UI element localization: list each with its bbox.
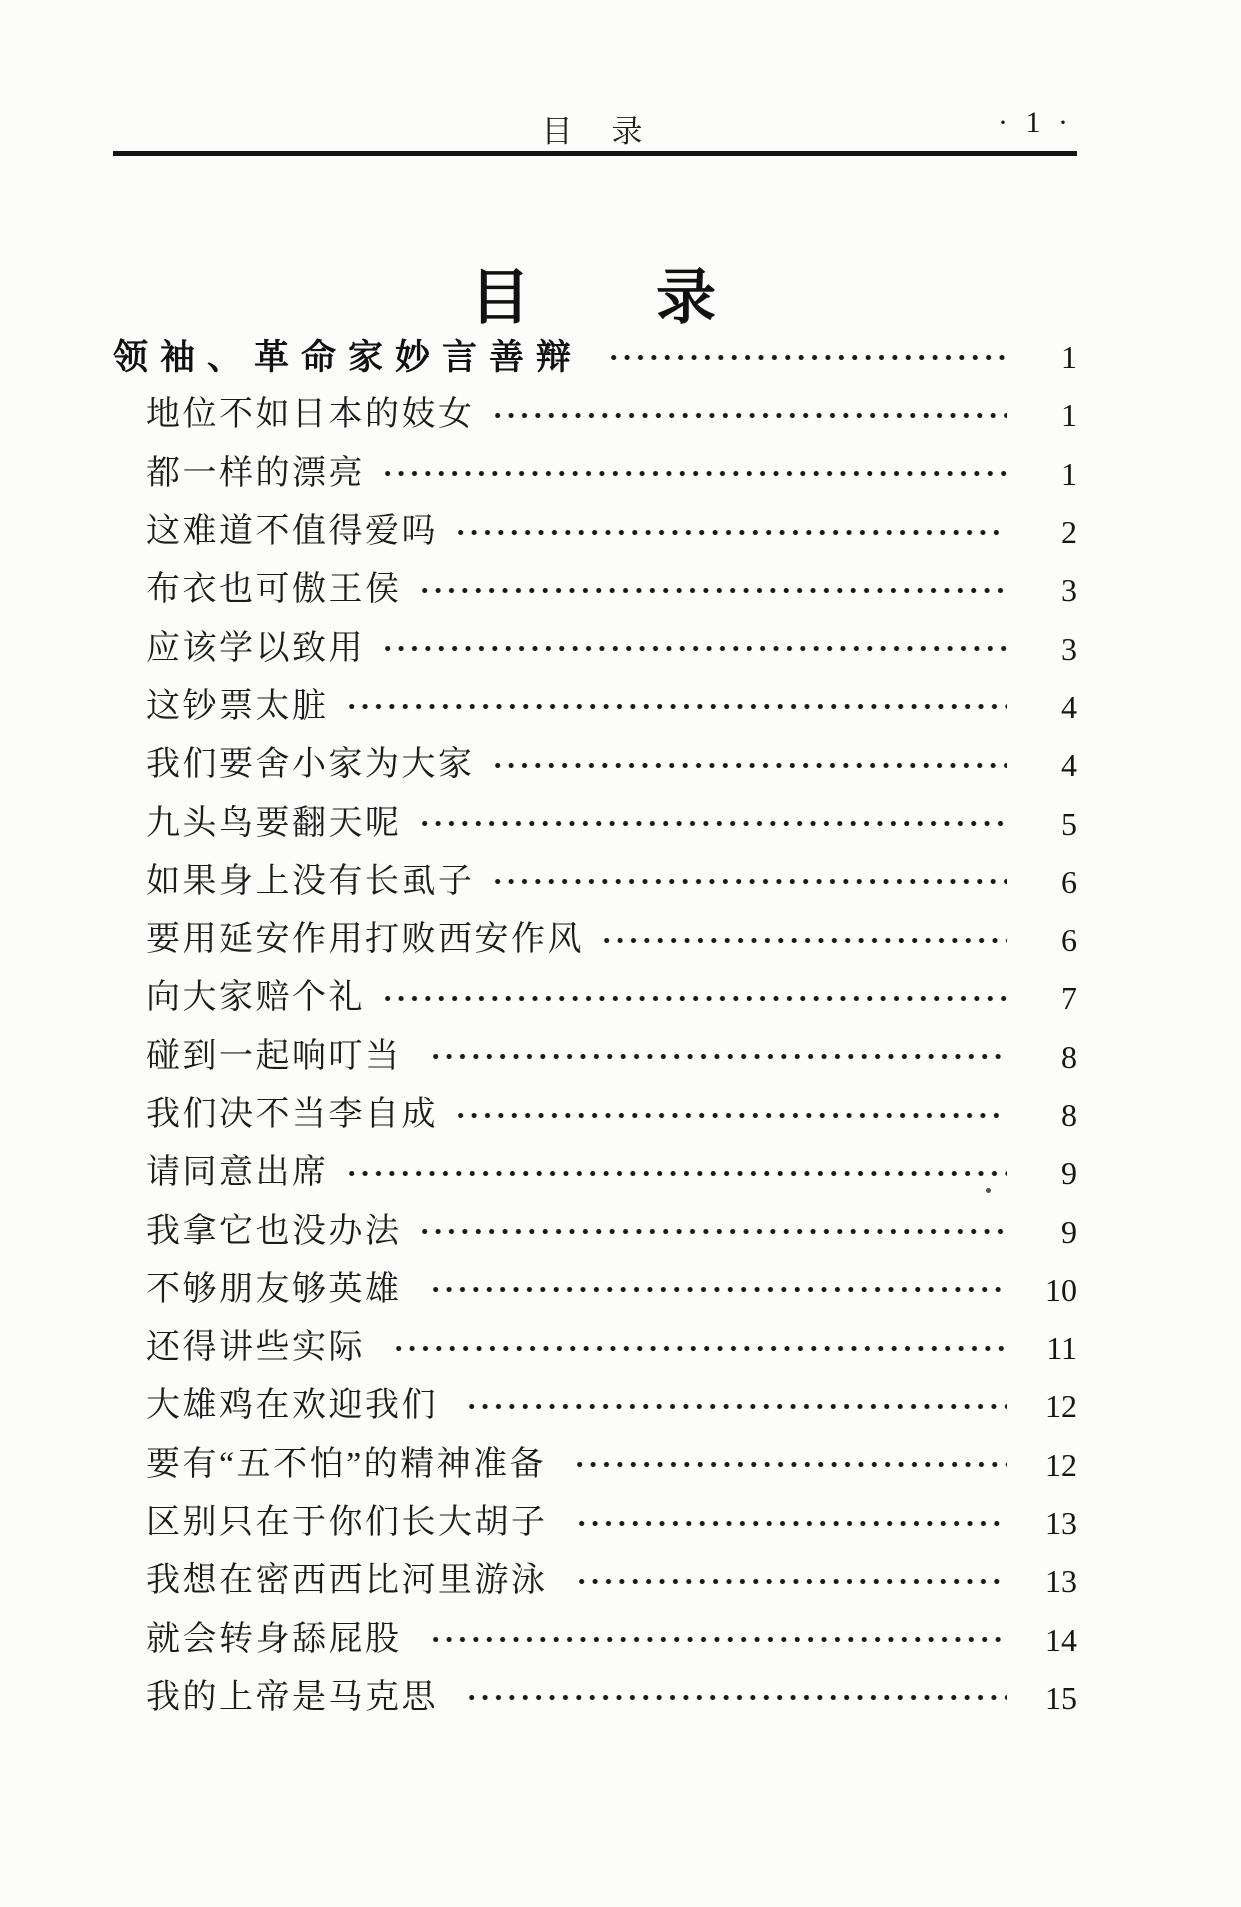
toc-entry <box>113 678 1077 736</box>
toc-entry <box>113 969 1077 1027</box>
toc-entry <box>113 619 1077 677</box>
toc-entry-page: 8 <box>1061 1097 1077 1133</box>
toc-entry <box>113 1552 1077 1610</box>
dot-leader <box>487 759 1008 772</box>
toc-entry-title: 碰到一起响叮当 <box>146 1037 413 1075</box>
toc-entry <box>113 1494 1077 1552</box>
toc-entry-title: 要有“五不怕”的精神准备 <box>146 1445 558 1483</box>
toc-entry-page: 13 <box>1045 1563 1077 1600</box>
running-head <box>113 106 1075 150</box>
dot-leader <box>414 1225 1008 1238</box>
toc-entry <box>113 853 1077 911</box>
dot-leader <box>450 526 1007 539</box>
dot-leader <box>461 1400 1007 1413</box>
toc-entry <box>113 1202 1077 1260</box>
toc-entry-title: 要用延安作用打败西安作风 <box>146 921 584 959</box>
dot-leader <box>388 1342 1007 1355</box>
toc-entry-page: 9 <box>1061 1155 1077 1192</box>
toc-entry <box>113 386 1077 444</box>
dot-leader <box>341 1167 1008 1180</box>
toc-entry-page: 1 <box>1061 455 1077 492</box>
toc-entry-page: 12 <box>1045 1446 1077 1483</box>
dot-leader <box>341 700 1008 713</box>
page-title: 目 录 <box>470 265 718 332</box>
dot-leader <box>377 467 1007 480</box>
dot-leader <box>461 1691 1007 1704</box>
scan-speck <box>986 1188 991 1193</box>
toc-entry-page: 9 <box>1061 1213 1077 1250</box>
toc-entry-title: 向大家赔个礼 <box>146 979 365 1017</box>
toc-entry-title: 我拿它也没办法 <box>146 1212 402 1250</box>
toc-entry-title: 我们要舍小家为大家 <box>146 746 475 784</box>
toc-entry-title: 如果身上没有长虱子 <box>146 862 475 900</box>
toc-entry-title: 布衣也可傲王侯 <box>146 571 402 609</box>
toc-entry <box>113 1319 1077 1377</box>
toc-entry <box>113 1377 1077 1435</box>
dot-leader <box>425 1283 1008 1296</box>
toc-entry-title: 还得讲些实际 <box>146 1329 376 1367</box>
dot-leader <box>603 351 1007 364</box>
toc-entry-title: 不够朋友够英雄 <box>146 1270 413 1308</box>
toc-entry-title: 大雄鸡在欢迎我们 <box>146 1387 449 1425</box>
toc-entry-page: 10 <box>1045 1271 1077 1308</box>
dot-leader <box>571 1517 1008 1530</box>
toc-entry <box>113 736 1077 794</box>
dot-leader <box>450 1109 1007 1122</box>
toc-entry <box>113 328 1077 386</box>
dot-leader <box>425 1633 1008 1646</box>
dot-leader <box>487 409 1008 422</box>
toc-entry-page: 4 <box>1061 688 1077 725</box>
toc-entry-page: 4 <box>1061 747 1077 784</box>
toc-entry <box>113 1086 1077 1144</box>
toc-entry <box>113 1261 1077 1319</box>
toc-entry-title: 这钞票太脏 <box>146 687 329 725</box>
toc-list <box>113 328 1077 1727</box>
toc-entry <box>113 503 1077 561</box>
dot-leader <box>377 992 1007 1005</box>
toc-entry <box>113 1611 1077 1669</box>
toc-entry-title: 地位不如日本的妓女 <box>146 396 475 434</box>
toc-entry-title: 我们决不当李自成 <box>146 1096 438 1133</box>
toc-entry-page: 3 <box>1061 630 1077 667</box>
toc-entry-title: 这难道不值得爱吗 <box>146 513 438 551</box>
dot-leader <box>377 642 1007 655</box>
dot-leader <box>414 584 1008 597</box>
toc-entry <box>113 445 1077 503</box>
toc-entry-page: 6 <box>1061 922 1077 959</box>
toc-entry-page: 3 <box>1061 572 1077 609</box>
toc-entry-page: 1 <box>1061 397 1077 434</box>
toc-entry-page: 15 <box>1045 1679 1077 1716</box>
toc-entry-title: 领袖、革命家妙言善辩 <box>113 337 584 377</box>
toc-entry-page: 7 <box>1061 980 1077 1017</box>
toc-entry-page: 12 <box>1045 1388 1077 1425</box>
toc-entry-page: 14 <box>1045 1621 1077 1658</box>
toc-entry-page: 1 <box>1061 339 1077 376</box>
dot-leader <box>571 1575 1008 1588</box>
dot-leader <box>414 817 1008 830</box>
toc-entry-title: 九头鸟要翻天呢 <box>146 804 402 842</box>
toc-entry <box>113 911 1077 969</box>
toc-entry-title: 我的上帝是马克思 <box>146 1678 449 1716</box>
running-head-page-number: · 1 · <box>998 106 1073 139</box>
toc-entry <box>113 1144 1077 1202</box>
toc-entry <box>113 561 1077 619</box>
toc-entry-page: 8 <box>1061 1038 1077 1075</box>
toc-entry <box>113 1436 1077 1494</box>
dot-leader <box>569 1458 1007 1471</box>
dot-leader <box>487 875 1008 888</box>
toc-entry-title: 就会转身舔屁股 <box>146 1620 413 1658</box>
toc-entry <box>113 794 1077 852</box>
toc-entry <box>113 1669 1077 1727</box>
toc-entry-title: 区别只在于你们长大胡子 <box>146 1504 559 1542</box>
toc-entry-title: 我想在密西西比河里游泳 <box>146 1562 559 1600</box>
toc-entry-page: 13 <box>1045 1505 1077 1542</box>
toc-entry <box>113 1028 1077 1086</box>
toc-entry-page: 2 <box>1061 514 1077 551</box>
toc-entry-page: 5 <box>1061 805 1077 842</box>
toc-entry-title: 请同意出席 <box>146 1154 329 1192</box>
header-rule <box>113 151 1077 156</box>
running-head-title: 目 录 <box>541 114 647 149</box>
toc-entry-title: 都一样的漂亮 <box>146 454 365 492</box>
dot-leader <box>596 934 1007 947</box>
toc-entry-page: 11 <box>1046 1330 1077 1367</box>
toc-entry-page: 6 <box>1061 863 1077 900</box>
dot-leader <box>425 1050 1008 1063</box>
toc-entry-title: 应该学以致用 <box>146 629 365 667</box>
